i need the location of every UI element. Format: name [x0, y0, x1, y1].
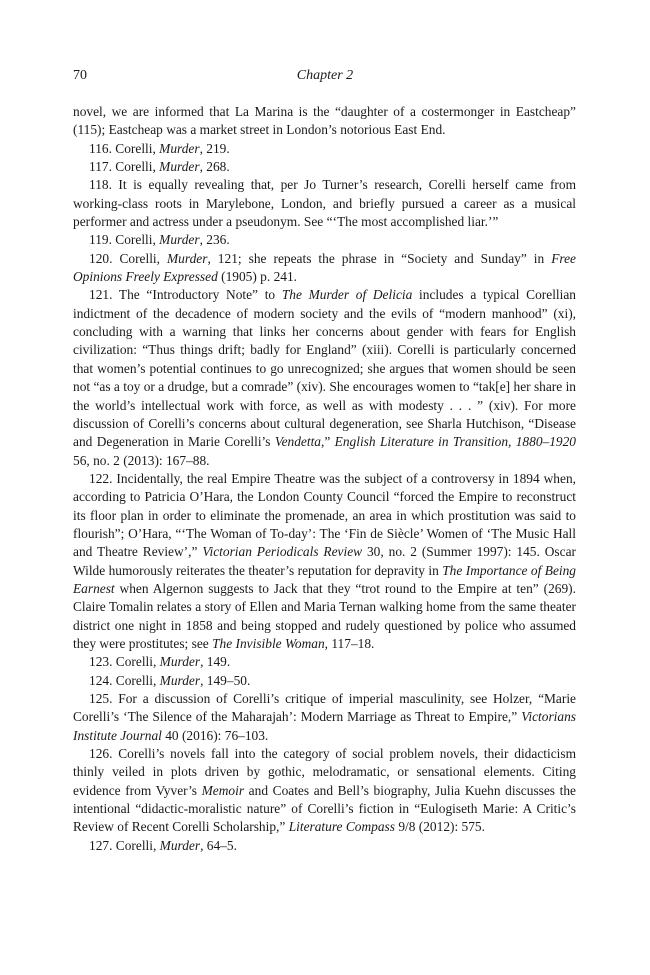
note-text: Corelli,: [111, 140, 160, 156]
note-text: , 121; she repeats the phrase in “Society and Sunday” in: [207, 250, 552, 266]
note-text: Corelli,: [111, 232, 160, 248]
note-number: 116.: [89, 140, 112, 156]
page-header: [73, 68, 577, 88]
note-text: and Coates and Bell’s biography, Julia Kuehn discusses the intentional “didactic-moralistic nature” of Corelli’s fiction in “Eulogiseth Marie: A Critic’s Review of Recent Corelli Scholarship,”: [73, 782, 576, 835]
italic-title: Memoir: [201, 782, 245, 798]
note-text: , 64–5.: [200, 837, 237, 853]
italic-title: Murder: [159, 232, 200, 248]
italic-title: Vendetta: [274, 434, 321, 450]
endnote: [73, 158, 576, 176]
italic-title: English Literature in Transition, 1880–1920: [334, 434, 576, 450]
note-number: 118.: [89, 177, 112, 193]
note-number: 122.: [89, 470, 113, 486]
note-text: Incidentally, the real Empire Theatre was the subject of a controversy in 1894 when, according to Patricia O’Hara, the London County Council “forced the Empire to reconstruct its floor plan in order to eliminate the promenade, an area in which prostitution was said to flourish”; O’Hara, “‘The Woman of To-day’: The ‘Fin de Siècle’ Women of ‘The Music Hall and Theatre Review’,”: [73, 470, 576, 560]
running-head: Chapter 2: [296, 68, 354, 83]
note-text: , 117–18.: [324, 635, 375, 651]
note-number: 125.: [89, 691, 113, 706]
endnote: [73, 231, 576, 249]
endnote: [73, 653, 576, 671]
endnote: [73, 286, 576, 469]
italic-title: Murder: [167, 250, 208, 266]
note-text: includes a typical Corellian indictment of the decadence of modern society and the evils of “modern manhood” (xi), concluding with a warning that links her concerns about gender with fears for English civilization: “Thus things drift; badly for England” (xiii). Corelli is particularly concerned that women’s potential continues to go unrecognized; she argues that women should be seen not “as a toy or a drudge, but a comrade” (xiv). She encourages women to “tak[e] her share in the world’s intellectual work with force, as well as with modesty . . . ” (xiv). For more discussion of Corelli’s concerns about cultural degeneration, see Sharla Hutchison, “Disease and Degeneration in Marie Corelli’s: [73, 287, 576, 450]
note-number: 119.: [89, 232, 112, 248]
note-text: 40 (2016): 76–103.: [161, 727, 269, 743]
endnotes: [73, 103, 576, 855]
note-number: 127.: [89, 837, 113, 853]
italic-title: Murder: [159, 140, 200, 156]
note-text: , 268.: [199, 159, 230, 175]
endnote: [73, 470, 576, 653]
note-text: , 149.: [200, 654, 231, 670]
note-text: The “Introductory Note” to: [112, 287, 282, 303]
italic-title: Murder: [159, 837, 201, 853]
italic-title: Free Opinions Freely Expressed: [73, 250, 576, 285]
note-text: Corelli’s novels fall into the category of social problem novels, their didacticism thinly veiled in plots driven by gothic, melodramatic, or sensational elements. Citing evidence from Vyver’s: [73, 746, 576, 798]
note-text: Corelli,: [111, 159, 160, 175]
note-text: 9/8 (2012): 575.: [394, 819, 485, 835]
italic-title: Victorian Periodicals Review: [202, 544, 363, 560]
endnote: [73, 140, 576, 158]
note-text: novel, we are informed that La Marina is the “daughter of a costermonger in Eastcheap” (115); Eastcheap was a market street in London’s notorious East End.: [73, 104, 576, 138]
note-number: 124.: [89, 672, 113, 688]
endnote: [73, 690, 576, 745]
note-text: Corelli,: [112, 837, 160, 853]
italic-title: The Invisible Woman: [212, 635, 325, 651]
note-text: For a discussion of Corelli’s critique of imperial masculinity, see Holzer, “Marie Corelli’s ‘The Silence of the Maharajah’: Modern Marriage as Threat to Empire,”: [73, 691, 576, 725]
note-number: 126.: [89, 746, 113, 762]
note-number: 121.: [89, 287, 113, 303]
note-text: It is equally revealing that, per Jo Turner’s research, Corelli herself came from working-class roots in Marylebone, London, and briefly pursued a career as a musical performer and actress under a pseudonym. See “‘The most accomplished liar.’”: [73, 177, 576, 230]
note-text: , 149–50.: [200, 672, 251, 688]
endnote: [73, 176, 576, 231]
note-number: 120.: [89, 250, 113, 266]
endnote: [73, 250, 576, 287]
note-number: 123.: [89, 654, 113, 670]
endnote: [73, 672, 576, 690]
italic-title: Murder: [159, 159, 200, 175]
note-text: 56, no. 2 (2013): 167–88.: [73, 452, 210, 468]
note-text: Corelli,: [112, 250, 168, 266]
note-text: Corelli,: [112, 654, 160, 670]
page-number: 70: [73, 68, 87, 83]
italic-title: Murder: [159, 672, 201, 688]
italic-title: Literature Compass: [288, 819, 395, 835]
italic-title: Murder: [159, 654, 201, 670]
note-text: ,”: [320, 434, 335, 450]
note-number: 117.: [89, 159, 112, 175]
note-continuation: [73, 103, 576, 140]
italic-title: The Importance of Being Earnest: [73, 562, 576, 596]
note-text: 30, no. 2 (Summer 1997): 145. Oscar Wilde humorously reiterates the theater’s reputation for depravity in: [73, 544, 576, 578]
note-text: , 219.: [199, 140, 230, 156]
note-text: , 236.: [199, 232, 230, 248]
italic-title: The Murder of Delicia: [281, 287, 413, 303]
note-text: Corelli,: [112, 672, 160, 688]
note-text: (1905) p. 241.: [217, 269, 298, 285]
endnote: [73, 837, 576, 855]
italic-title: Victorians Institute Journal: [73, 709, 576, 743]
note-text: when Algernon suggests to Jack that they “trot round to the Empire at ten” (269). Claire Tomalin relates a story of Ellen and Maria Ternan walking home from the same theater district one night in 1858 and being stopped and rudely questioned by police who assumed they were prostitutes; see: [73, 580, 576, 651]
endnote: [73, 745, 576, 837]
